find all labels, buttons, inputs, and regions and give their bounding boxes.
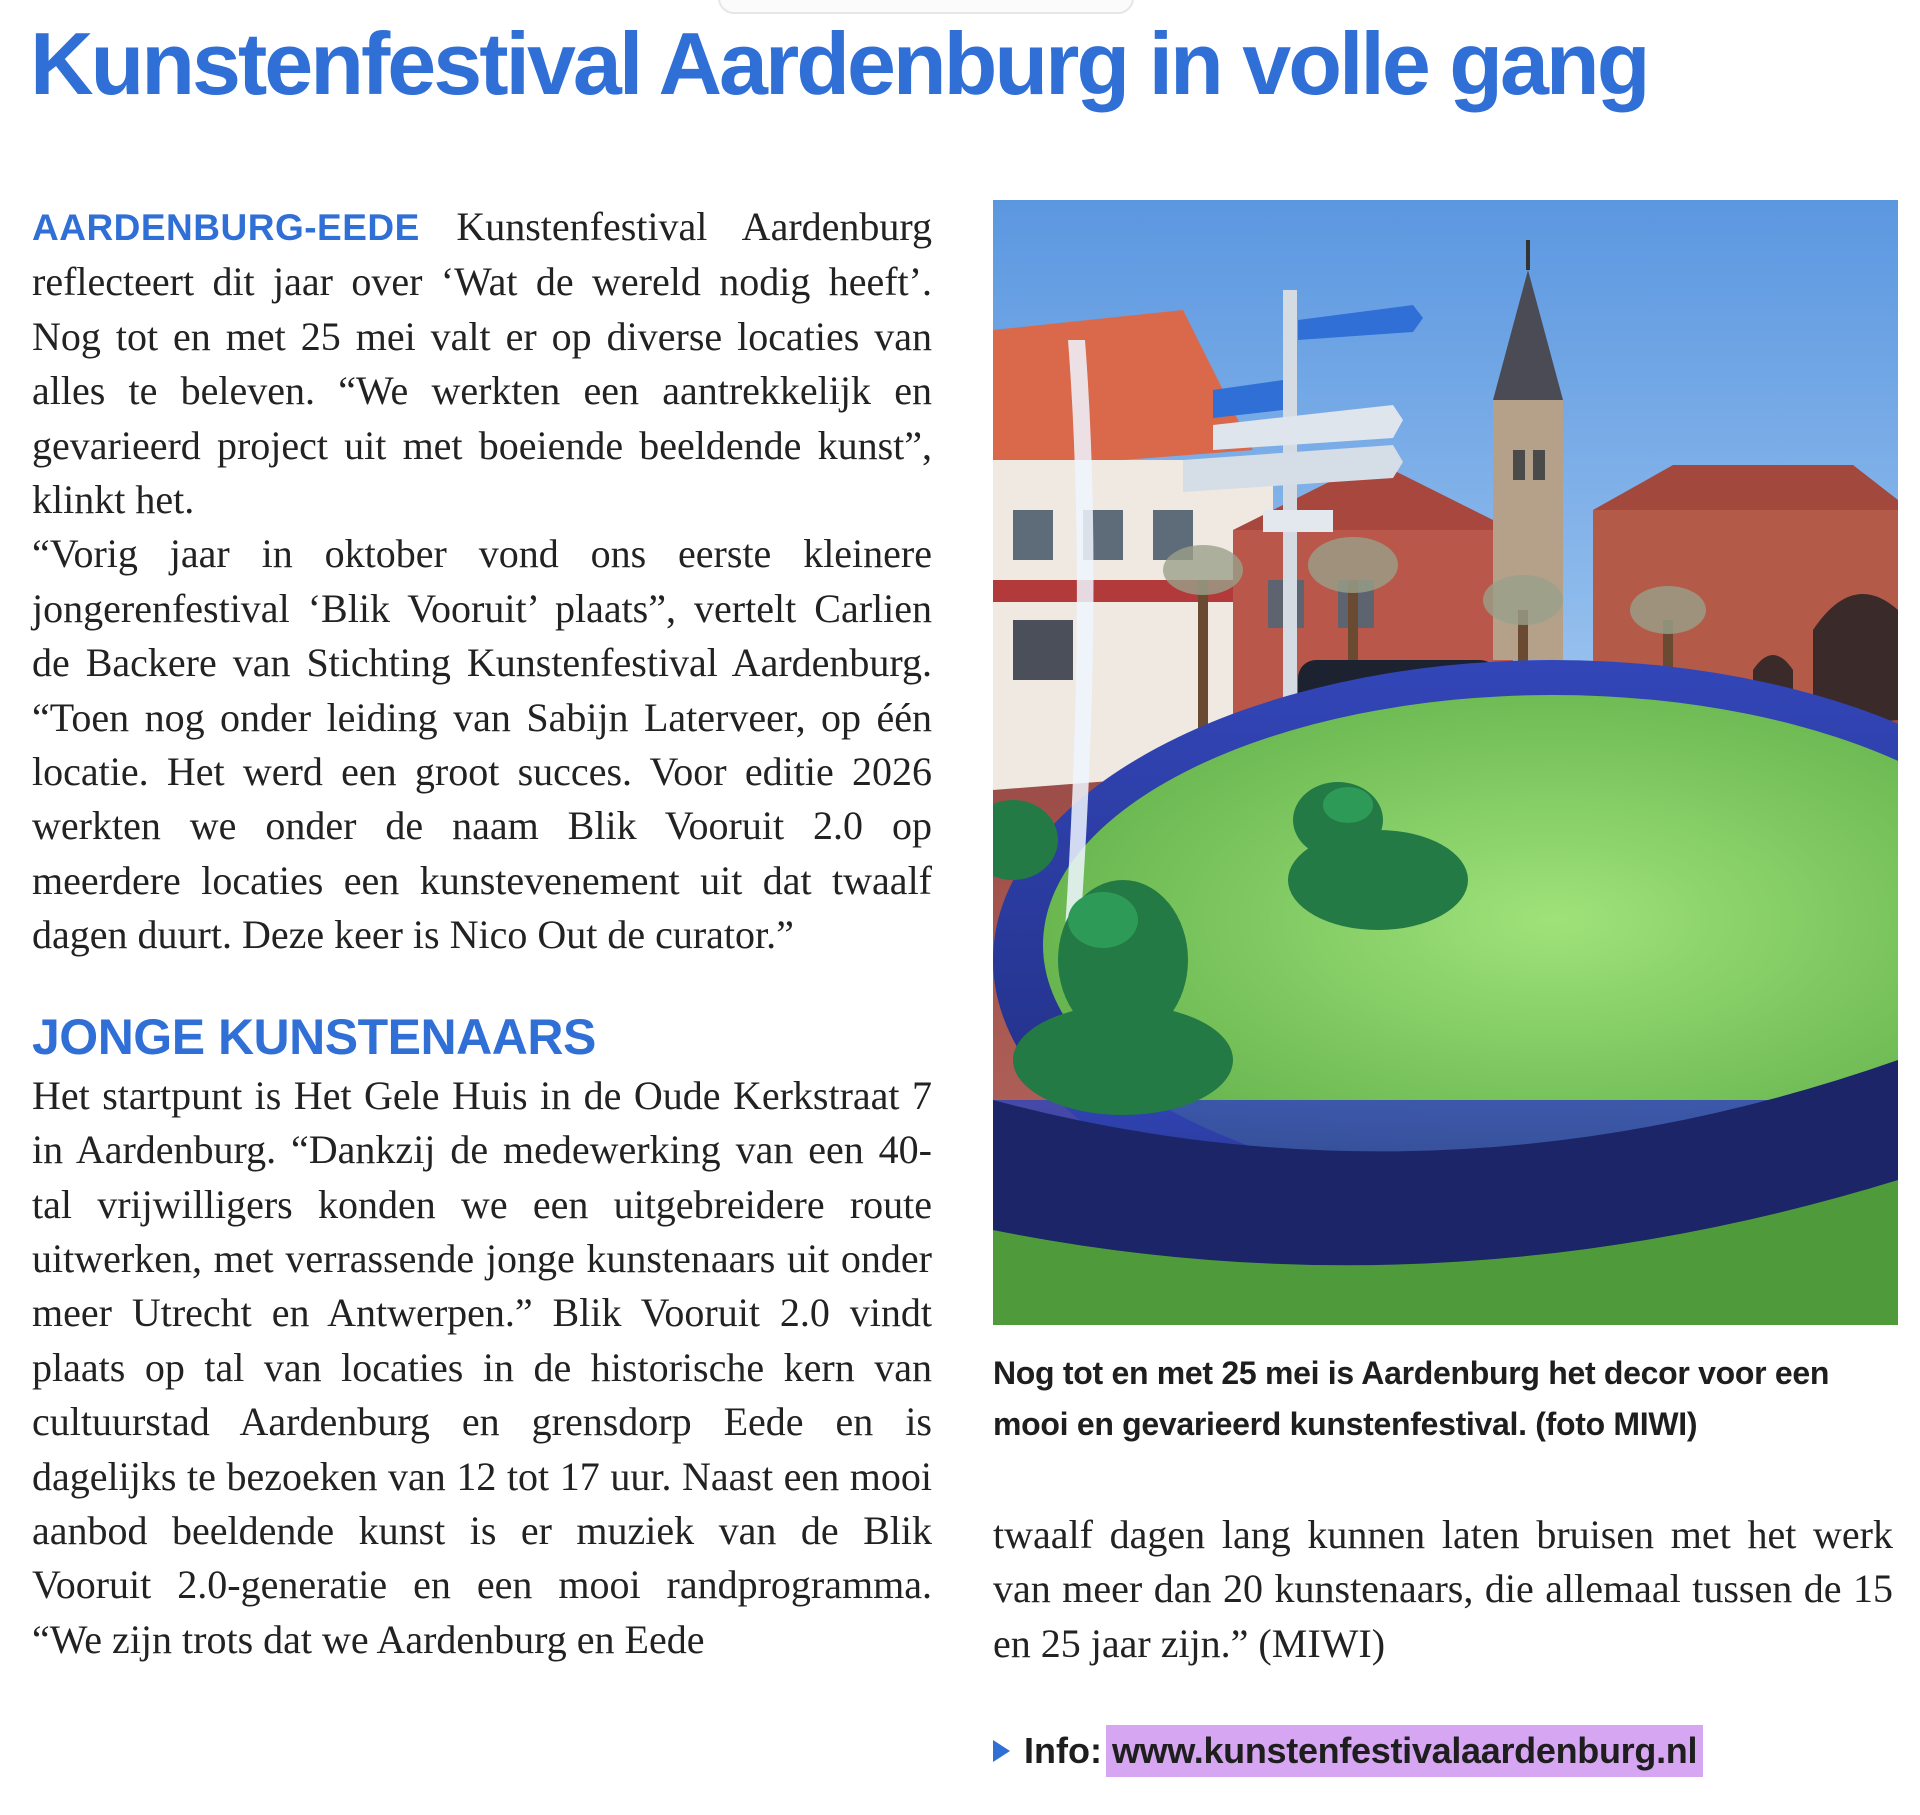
subheading: JONGE KUNSTENAARS — [32, 1008, 596, 1065]
article-photo — [993, 200, 1898, 1325]
info-label: Info: — [1024, 1730, 1102, 1771]
fountain-photo-illustration — [993, 200, 1898, 1325]
paragraph-1-text: Kunstenfestival Aardenburg reflecteert dit jaar over ‘Wat de wereld nodig heeft’. Nog tot en met 25 mei valt er op diverse locaties van alles te beleven. “We werkten een aantrekkelijk en gevarieerd project uit met boeiende beeldende kunst”, klinkt het. — [32, 204, 932, 523]
arrow-right-icon — [993, 1740, 1010, 1762]
article-headline: Kunstenfestival Aardenburg in volle gang — [30, 14, 1648, 113]
photo-caption: Nog tot en met 25 mei is Aardenburg het decor voor een mooi en gevarieerd kunstenfestival. (foto MIWI) — [993, 1355, 1830, 1442]
article-right-column — [993, 1508, 1893, 1671]
paragraph-3: Het startpunt is Het Gele Huis in de Oude Kerkstraat 7 in Aardenburg. “Dankzij de medewerking van een 40-tal vrijwilligers konden we een uitgebreidere route uitwerken, met verrassende jonge kunstenaars uit onder meer Utrecht en Antwerpen.” Blik Vooruit 2.0 vindt plaats op tal van locaties in de historische kern van cultuurstad Aardenburg en grensdorp Eede en is dagelijks te bezoeken van 12 tot 17 uur. Naast een mooi aanbod beeldende kunst is er muziek van de Blik Vooruit 2.0-generatie en een mooi randprogramma. “We zijn trots dat we Aardenburg en Eede — [32, 1072, 932, 1662]
top-tab-handle — [718, 0, 1134, 14]
paragraph-2: “Vorig jaar in oktober vond ons eerste kleinere jongerenfestival ‘Blik Vooruit’ plaats”, vertelt Carlien de Backere van Stichting Kunstenfestival Aardenburg. “Toen nog onder leiding van Sabijn Laterveer, op één locatie. Het werd een groot succes. Voor editie 2026 werkten we onder de naam Blik Vooruit 2.0 op meerdere locaties een kunstevenement uit dat twaalf dagen duurt. Deze keer is Nico Out de curator.” — [32, 531, 932, 958]
paragraph-1 — [32, 200, 932, 527]
paragraph-3-continued: twaalf dagen lang kunnen laten bruisen met het werk van meer dan 20 kunstenaars, die allemaal tussen de 15 en 25 jaar zijn.” (MIWI) — [993, 1512, 1893, 1666]
article-left-column — [32, 200, 932, 1667]
info-line — [993, 1725, 1703, 1777]
dateline: AARDENBURG-EEDE — [32, 207, 420, 248]
info-website-link[interactable]: www.kunstenfestivalaardenburg.nl — [1106, 1725, 1703, 1777]
